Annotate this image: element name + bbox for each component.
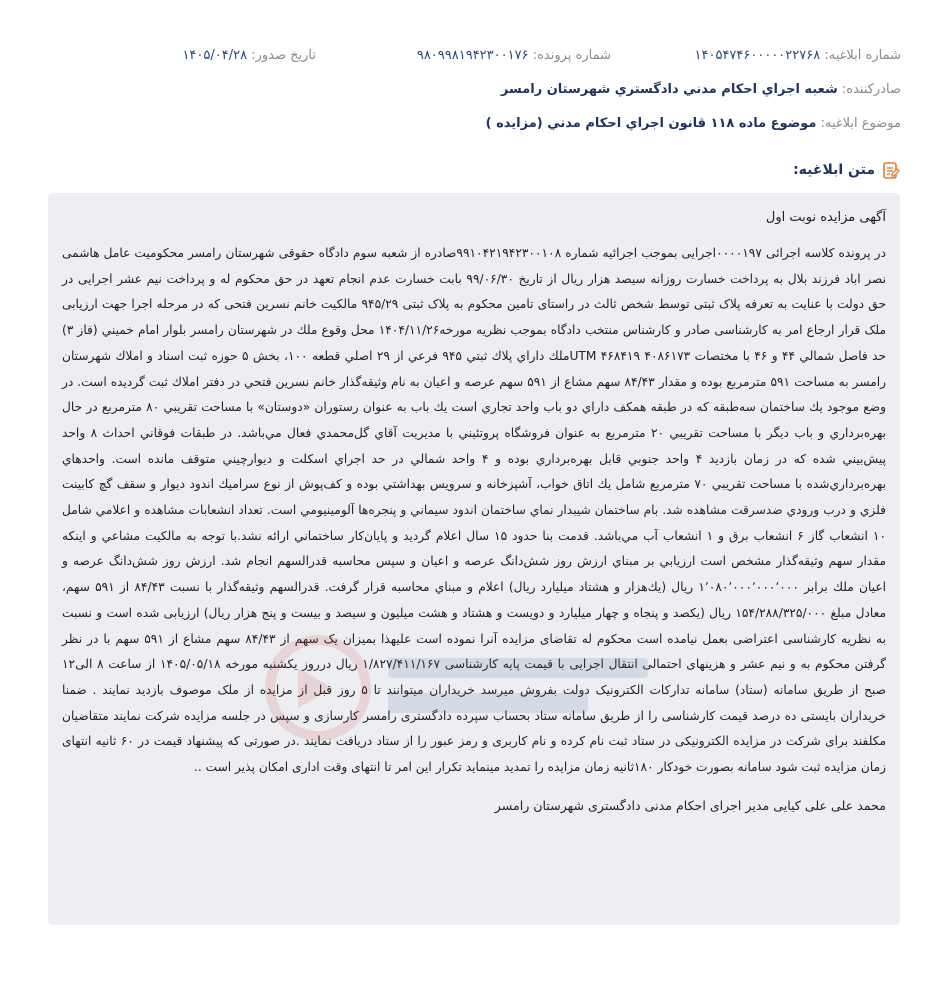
case-number-value: ۹۸۰۹۹۸۱۹۴۲۳۰۰۱۷۶ <box>416 48 529 63</box>
document-edit-icon <box>881 160 901 180</box>
issuer-row <box>501 82 901 97</box>
notice-meta-row <box>38 48 901 66</box>
notice-text-heading <box>793 160 901 180</box>
case-number-label: شماره پرونده: <box>532 48 611 63</box>
subject-row <box>486 116 901 131</box>
issuer-label: صادرکننده: <box>841 82 901 97</box>
notice-body: در پرونده کلاسه اجرائی ۰۰۰۰۱۹۷اجرایی بموجب اجرائیه شماره ۹۹۱۰۴۲۱۹۴۲۳۰۰۱۰۸صادره از شعبه سوم دادگاه حقوقی شهرستان رامسر محکومیت عامل هاشمی نصر اباد فرزند بلال به پرداخت خسارت روزانه سیصد هزار ریال از تاریخ ۹۹/۰۶/۳۰ بابت خسارت عدم انجام تعهد در حق محکوم له و پرداخت نیم عشر اجرایی در حق دولت با عنایت به تعرفه پلاک ثبتی توسط شخص ثالث در راستای تامین محکوم به پلاک ثبتی ۹۴۵/۲۹ مالکیت خانم نسرین فتحی که در مرحله اجرا جهت ارزیابی ملک قرار ارجاع امر به کارشناسی صادر و کارشناس منتخب دادگاه بموجب نظریه مورخه۱۴۰۴/۱۱/۲۶ محل وقوع ملك در شهرستان رامسر بلوار امام خميني (فاز ۳) حد فاصل شمالي ۴۴ و ۴۶ با مختصات ۴۰۸۶۱۷۳ ۴۶۸۴۱۹ UTMملك داراي پلاك ثبتي ۹۴۵ فرعي از ۲۹ اصلي قطعه ۱۰۰، بخش ۵ حوزه ثبت اسناد و املاك شهرستان رامسر به مساحت ۵۹۱ مترمربع بوده و مقدار ۸۴/۴۳ سهم مشاع از ۵۹۱ سهم عرصه و اعيان به نام وثيقه‌گذار خانم نسرين فتحي در دفتر املاك ثبت گرديده است. در وضع موجود يك ساختمان سه‌طبقه كه در طبقه همكف داراي دو باب واحد تجاري است يك باب به عنوان رستوران «دوستان» با مساحت تقريبي ۸۰ مترمربع در حال بهره‌برداري و باب ديگر با مساحت تقريبي ۲۰ مترمربع به عنوان فروشگاه پروتئيني با مديريت آقاي گل‌محمدي فعال مي‌باشد. در طبقات فوقاني احداث ۸ واحد پيش‌بيني شده كه در زمان بازديد ۴ واحد جنوبي قابل بهره‌برداري بوده و ۴ واحد شمالي در حد اجراي اسكلت و ديوارچيني متوقف مانده است. واحدهاي بهره‌برداري‌شده با مساحت تقريبي ۷۰ مترمربع شامل يك اتاق خواب، آشپزخانه و سرويس بهداشتي بوده و كف‌پوش از نوع سراميك اندود ديوار و سقف گچ كابينت فلزي و درب ورودي ضدسرقت مشاهده شد. بام ساختمان شيبدار نماي ساختمان اندود سيماني و پنجره‌ها آلومينيومي است. تعداد انشعابات مشاهده و اعلامي شامل ۱۰ انشعاب گاز ۶ انشعاب برق و ۱ انشعاب آب مي‌باشد. قدمت بنا حدود ۱۵ سال اعلام گرديد و پايان‌كار ساختماني ارائه نشد.با توجه به مالكيت مشاعي و اينكه مقدار سهم وثيقه‌گذار مشخص است ارزيابي بر مبناي ارزش روز شش‌دانگ عرصه و اعيان و سپس محاسبه قدرالسهم انجام شد. ارزش روز شش‌دانگ عرصه و اعيان ملك برابر ۱٬۰۸۰٬۰۰۰٬۰۰۰٬۰۰۰ ريال (يك‌هزار و هشتاد ميليارد ريال) اعلام و مبناي محاسبه قرار گرفت. قدرالسهم وثيقه‌گذار با نسبت ۸۴/۴۳ از ۵۹۱ سهم، معادل مبلغ ۱۵۴/۲۸۸/۳۲۵/۰۰۰ ريال (يكصد و پنجاه و چهار ميليارد و دويست و هشتاد و هشت ميليون و سیصد و بیست و پنج هزار ریال) ارزیابی شده است و نسبت به نظریه کارشناسی اعتراضی بعمل نیامده است محکوم له تقاضای مزایده آنرا نموده است علیهذا بمیزان یک سهم از ۸۴/۴۳ سهم مشاع از ۵۹۱ سهم با در نظر گرفتن محکوم به و نیم عشر و هزینهای احتمالی انتقال اجرایی با قیمت پایه کارشناسی ۱/۸۲۷/۴۱۱/۱۶۷ ریال درروز یکشنبه مورخه ۱۴۰۵/۰۵/۱۸ از ساعت ۸ الی۱۲ صبح از طریق سامانه (ستاد) سامانه تدارکات الکترونیک دولت بفروش میرسد خریداران میتوانند تا ۵ روز قبل از مزایده از ملک موصوف بازدید نمایند . ضمنا خریداران بایستی ده درصد قیمت کارشناسی را از طریق سامانه ستاد بحساب سپرده دادگستری رامسر کارسازی و سپس در جلسه مزایده شرکت نمایند متقاضیان مکلفند برای شرکت در مزایده الکترونیکی در ستاد ثبت نام کرده و نام کاربری و رمز عبور را از ستاد دریافت نمایند .در صورتی که پیشنهاد قیمت در ۶۰ ثانیه انتهای زمان مزایده ثبت شود سامانه بصورت خودکار ۱۸۰ثانیه زمان مزایده را تمدید مینماید تکرار این امر تا انتهای وقت اداری امکان پذیر است .. <box>62 246 887 775</box>
notice-signature: محمد علی علی کیایی مدیر اجرای احکام مدنی دادگستری شهرستان رامسر <box>494 797 886 813</box>
subject-label: موضوع ابلاغيه: <box>820 116 901 131</box>
notice-number <box>695 48 901 63</box>
issue-date <box>182 48 316 63</box>
notice-number-label: شماره ابلاغيه: <box>824 48 901 63</box>
issue-date-label: تاريخ صدور: <box>251 48 316 63</box>
case-number <box>417 48 611 63</box>
issue-date-value: ۱۴۰۵/۰۴/۲۸ <box>182 48 248 63</box>
notice-text-heading-label: متن ابلاغيه: <box>793 162 875 178</box>
notice-content-box <box>48 193 900 925</box>
subject-value: موضوع ماده ۱۱۸ قانون اجراي احکام مدني (مزايده ) <box>485 116 817 131</box>
notice-number-value: ۱۴۰۵۴۷۴۶۰۰۰۰۰۲۲۷۶۸ <box>694 48 821 63</box>
issuer-value: شعبه اجراي احکام مدني دادگستري شهرستان رامسر <box>500 82 838 97</box>
notice-title: آگهی مزایده نوبت اول <box>765 210 886 225</box>
